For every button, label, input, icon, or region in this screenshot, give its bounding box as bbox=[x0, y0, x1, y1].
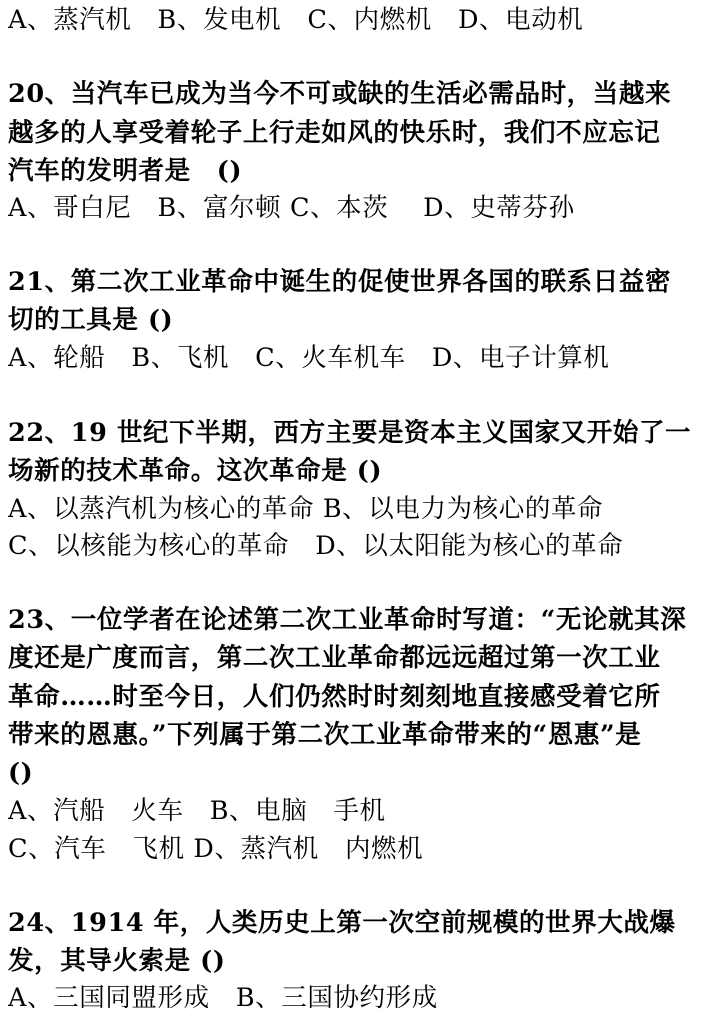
q23-stem-line-2: 度还是广度而言，第二次工业革命都远远超过第一次工业 bbox=[8, 643, 661, 673]
q23-stem-line-5: () bbox=[8, 758, 34, 788]
q23-stem-line-1: 23、一位学者在论述第二次工业革命时写道：“无论就其深 bbox=[8, 605, 687, 635]
q24-stem-line-2: 发，其导火索是 () bbox=[8, 946, 226, 976]
q24-options: A、三国同盟形成 B、三国协约形成 bbox=[8, 983, 438, 1013]
q19-options: A、蒸汽机 B、发电机 C、内燃机 D、电动机 bbox=[8, 5, 584, 35]
q21-stem-line-1: 21、第二次工业革命中诞生的促使世界各国的联系日益密 bbox=[8, 267, 672, 297]
q23-option-line-2: C、汽车 飞机 D、蒸汽机 内燃机 bbox=[8, 834, 424, 864]
q20-stem-line-1: 20、当汽车已成为当今不可或缺的生活必需品时，当越来 bbox=[8, 79, 672, 109]
q23-stem-line-4: 带来的恩惠。”下列属于第二次工业革命带来的“恩惠”是 bbox=[8, 720, 642, 750]
q23-stem-line-3: 革命……时至今日，人们仍然时时刻刻地直接感受着它所 bbox=[8, 682, 661, 712]
q21-stem-line-2: 切的工具是 () bbox=[8, 305, 174, 335]
q24-stem-line-1: 24、1914 年，人类历史上第一次空前规模的世界大战爆 bbox=[8, 908, 676, 938]
q22-option-line-1: A、以蒸汽机为核心的革命 B、以电力为核心的革命 bbox=[8, 494, 604, 524]
q23-option-line-1: A、汽船 火车 B、电脑 手机 bbox=[8, 796, 386, 826]
q22-option-line-2: C、以核能为核心的革命 D、以太阳能为核心的革命 bbox=[8, 531, 624, 561]
q20-stem-line-2: 越多的人享受着轮子上行走如风的快乐时，我们不应忘记 bbox=[8, 118, 661, 148]
q20-stem-line-3: 汽车的发明者是 () bbox=[8, 156, 243, 186]
q22-stem-line-1: 22、19 世纪下半期，西方主要是资本主义国家又开始了一 bbox=[8, 418, 692, 448]
q22-stem-line-2: 场新的技术革命。这次革命是 () bbox=[8, 456, 383, 486]
q21-options: A、轮船 B、飞机 C、火车机车 D、电子计算机 bbox=[8, 343, 610, 373]
q20-options: A、哥白尼 B、富尔顿 C、本茨 D、史蒂芬孙 bbox=[8, 193, 575, 223]
